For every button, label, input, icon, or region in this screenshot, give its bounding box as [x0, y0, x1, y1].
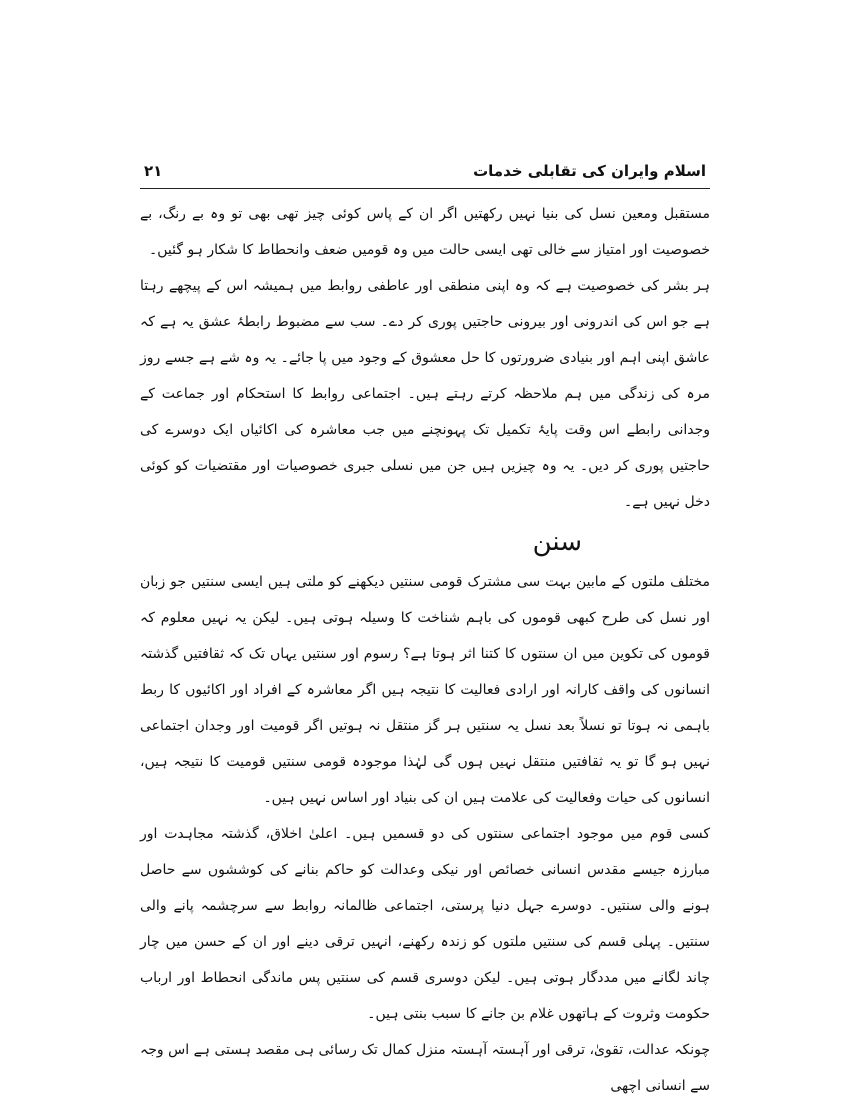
section-heading: سنن: [532, 527, 582, 557]
paragraph: مستقبل ومعین نسل کی بنیا نہیں رکھتیں اگر ان کے پاس کوئی چیز تھی بھی تو وہ بے رنگ، بے خصوصیت اور امتیاز سے خالی تھی ایسی حالت میں وہ قومیں ضعف وانحطاط کا شکار ہو گئیں۔: [140, 206, 710, 258]
page-header: [140, 158, 710, 189]
paragraph: ہر بشر کی خصوصیت ہے کہ وہ اپنی منطقی اور عاطفی روابط میں ہمیشہ اس کے پیچھے رہتا ہے جو اس کی اندرونی اور بیرونی حاجتیں پوری کر دے۔ سب سے مضبوط رابطۂ عشق یہ ہے کہ عاشق اپنی اہم اور بنیادی ضرورتوں کا حل معشوق کے وجود میں پا جائے۔ یہ وہ شے ہے جسے روز مرہ کی زندگی میں ہم ملاحظہ کرتے رہتے ہیں۔ اجتماعی روابط کا استحکام اور جماعت کے وجدانی رابطے اس وقت پایۂ تکمیل تک پہونچنے میں جب معاشرہ کی اکائیاں ایک دوسرے کی حاجتیں پوری کر دیں۔ یہ وہ چیزیں ہیں جن میں نسلی جبری خصوصیات اور مقتضیات کو کوئی دخل نہیں ہے۔: [140, 278, 710, 510]
page-number: ۲۱: [144, 162, 163, 180]
page-body: [140, 196, 710, 1104]
running-title: اسلام وایران کی تقابلی خدمات: [473, 162, 706, 180]
paragraph: کسی قوم میں موجود اجتماعی سنتوں کی دو قسمیں ہیں۔ اعلیٰ اخلاق، گذشتہ مجاہدت اور مبارزہ جیسے مقدس انسانی خصائص اور نیکی وعدالت کو حاکم بنانے کی کوششوں سے حاصل ہونے والی سنتیں۔ دوسرے جہل دنیا پرستی، اجتماعی ظالمانہ روابط سے سرچشمہ پانے والی سنتیں۔ پہلی قسم کی سنتیں ملتوں کو زندہ رکھنے، انہیں ترقی دینے اور ان کے حسن میں چار چاند لگانے میں مددگار ہوتی ہیں۔ لیکن دوسری قسم کی سنتیں پس ماندگی انحطاط اور ارباب حکومت وثروت کے ہاتھوں غلام بن جانے کا سبب بنتی ہیں۔: [140, 826, 710, 1022]
paragraph: مختلف ملتوں کے مابین بہت سی مشترک قومی سنتیں دیکھنے کو ملتی ہیں ایسی سنتیں جو زبان اور نسل کی طرح کبھی قوموں کی باہم شناخت کا وسیلہ ہوتی ہیں۔ لیکن یہ نہیں معلوم کہ قوموں کی تکوین میں ان سنتوں کا کتنا اثر ہوتا ہے؟ رسوم اور سنتیں یہاں تک کہ ثقافتیں گذشتہ انسانوں کی واقف کارانہ اور ارادی فعالیت کا نتیجہ ہیں اگر معاشرہ کے افراد اور اکائیوں کا ربط باہمی نہ ہوتا تو نسلاً بعد نسل یہ سنتیں ہر گز منتقل نہ ہوتیں اگر قومیت اور وجدان اجتماعی نہیں ہو گا تو یہ ثقافتیں منتقل نہیں ہوں گی لہٰذا موجودہ قومی سنتیں قومیت کا نتیجہ ہیں، انسانوں کی حیات وفعالیت کی علامت ہیں ان کی بنیاد اور اساس نہیں ہیں۔: [140, 574, 710, 806]
paragraph: چونکہ عدالت، تقویٰ، ترقی اور آہستہ آہستہ منزل کمال تک رسائی ہی مقصد ہستی ہے اس وجہ سے انسانی اچھی: [140, 1042, 710, 1094]
